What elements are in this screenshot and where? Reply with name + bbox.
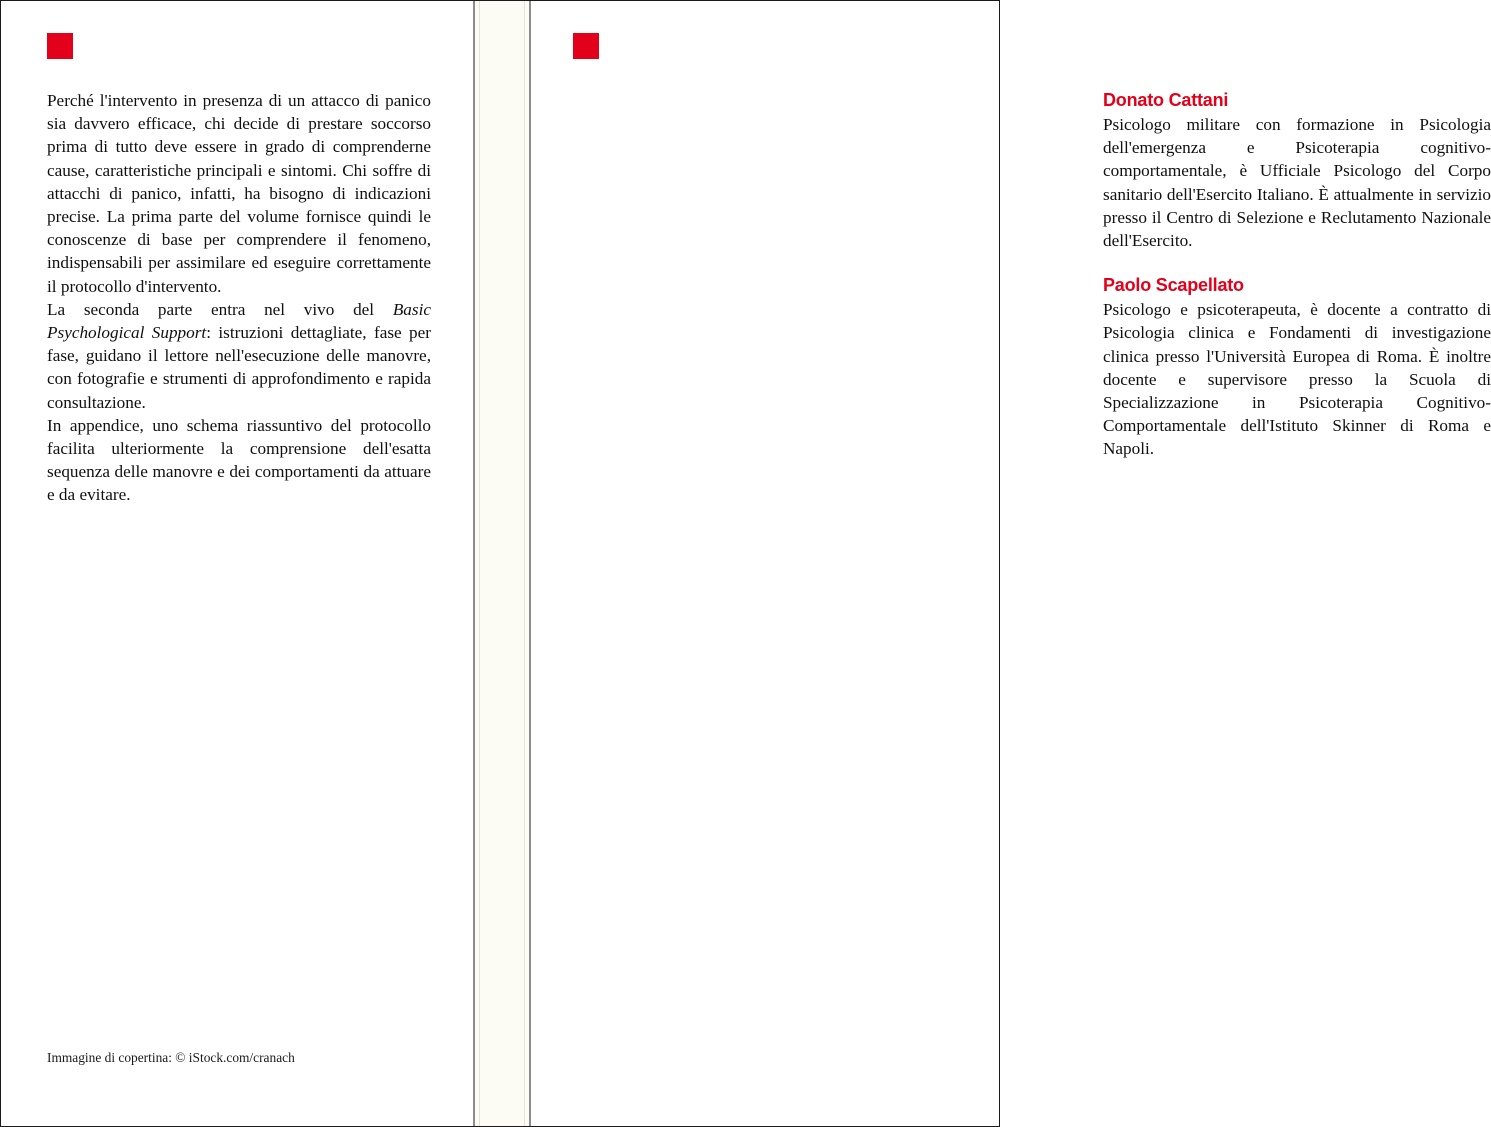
authors-column: [1103, 89, 1491, 461]
blurb-paragraph-1: Perché l'intervento in presenza di un attacco di panico sia davvero efficace, chi decide di prestare soccorso prima di tutto deve essere in grado di comprenderne cause, caratteristiche principali e sintomi. Chi soffre di attacchi di panico, infatti, ha bisogno di indicazioni precise. La prima parte del volume fornisce quindi le conoscenze di base per comprendere il fenomeno, indispensabili per assimilare ed eseguire correttamente il protocollo d'intervento.: [47, 91, 431, 296]
fold-line-left: [479, 1, 480, 1126]
author-bio-text: Psicologo militare con formazione in Psicologia dell'emergenza e Psicoterapia cognitivo-comportamentale, è Ufficiale Psicologo del Corpo sanitario dell'Esercito Italiano. È attualmente in servizio presso il Centro di Selezione e Reclutamento Nazionale dell'Esercito.: [1103, 115, 1491, 251]
blurb-paragraph-2-rest: : istruzioni dettagliate, fase per fase, guidano il lettore nell'esecuzione delle manovre, con fotografie e strumenti di approfondimento e rapida consultazione.: [47, 323, 431, 412]
author-bio-block: [1103, 274, 1491, 460]
blurb-paragraph-2-lead: La seconda parte entra nel vivo del: [47, 299, 393, 319]
author-name: Donato Cattani: [1103, 90, 1229, 110]
blurb-paragraph-2-title-italic: Basic Psychological Support: [47, 299, 431, 343]
cover-image-credit: Immagine di copertina: © iStock.com/cranach: [47, 1050, 295, 1065]
blurb-paragraph-2: [47, 298, 431, 414]
author-name: Paolo Scapellato: [1103, 275, 1244, 296]
blurb-paragraph-3: In appendice, uno schema riassuntivo del protocollo facilita ulteriormente la comprensione dell'esatta sequenza delle manovre e dei comportamenti da attuare e da evitare.: [47, 415, 431, 505]
author-bio-text: Psicologo e psicoterapeuta, è docente a contratto di Psicologia clinica e Fondamenti di investigazione clinica presso l'Università Europea di Roma. È inoltre docente e supervisore presso la Scuola di Specializzazione in Psicoterapia Cognitivo-Comportamentale dell'Istituto Skinner di Roma e Napoli.: [1103, 300, 1491, 459]
red-square-marker-left: [47, 33, 73, 59]
left-flap: [1, 1, 473, 1126]
fold-line-right: [524, 1, 525, 1126]
red-square-marker-right: [573, 33, 599, 59]
author-bio-block: [1103, 89, 1491, 252]
right-flap: [531, 1, 1491, 1126]
blurb-column: [47, 89, 431, 507]
fold-gutter: [473, 1, 531, 1126]
